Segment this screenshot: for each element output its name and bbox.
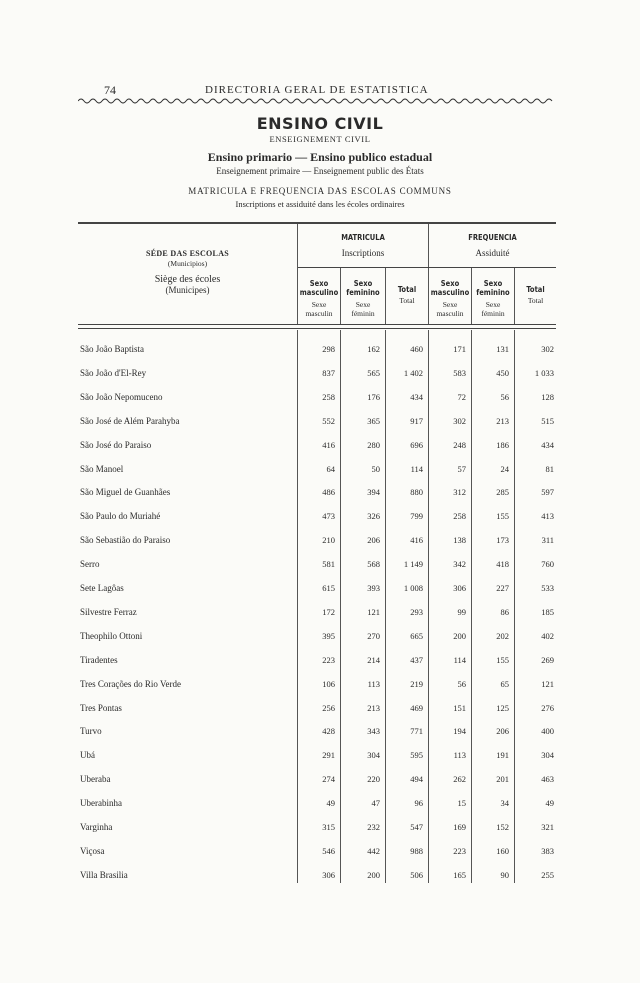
cell-mm: 546: [322, 845, 335, 856]
cell-mt: 437: [410, 654, 423, 665]
group-underline: [298, 267, 556, 268]
cell-ft: 434: [541, 439, 554, 450]
col-header-total: Total Total: [397, 285, 417, 305]
cell-ff: 152: [496, 822, 509, 832]
cell-mt: 219: [410, 678, 423, 689]
municipio-name: Tiradentes: [80, 654, 118, 665]
cell-fm: 113: [453, 750, 466, 761]
cell-mm: 106: [322, 678, 335, 689]
cell-mt: 988: [410, 845, 423, 856]
cell-mt: 880: [410, 487, 423, 498]
col-header-total: Total Total: [526, 285, 545, 305]
cell-ft: 81: [545, 463, 554, 474]
cell-fm: 138: [453, 535, 466, 546]
cell-ft: 255: [541, 869, 554, 880]
table-row: [0, 392, 640, 408]
table-top-rule: [78, 222, 556, 224]
municipio-name: São José de Além Parahyba: [80, 415, 180, 426]
cell-mf: 270: [367, 630, 380, 641]
siege-label: Siège des écoles: [154, 274, 221, 285]
cell-mf: 162: [367, 344, 380, 354]
cell-ft: 402: [541, 630, 554, 641]
table-row: [0, 750, 640, 766]
cell-mt: 96: [414, 798, 423, 809]
cell-mm: 837: [322, 367, 335, 378]
cell-mt: 547: [410, 822, 423, 832]
municipio-name: Sete Lagôas: [80, 583, 124, 593]
matricula-fr-label: Inscriptions: [341, 248, 385, 258]
cell-mm: 581: [322, 559, 335, 570]
cell-ft: 413: [541, 511, 554, 522]
cell-ff: 125: [496, 702, 509, 713]
cell-fm: 258: [453, 511, 466, 522]
table-row: [0, 368, 640, 384]
table-row: [0, 583, 640, 599]
cell-ft: 49: [545, 798, 554, 809]
cell-mt: 1 149: [403, 559, 423, 570]
frequencia-fr-label: Assiduité: [475, 248, 510, 258]
cell-ff: 206: [496, 726, 509, 737]
cell-ff: 160: [496, 845, 509, 856]
cell-mt: 293: [410, 606, 423, 617]
table-row: [0, 464, 640, 480]
cell-fm: 165: [453, 869, 466, 880]
cell-mt: 595: [410, 750, 423, 761]
municipio-name: São João d'El-Rey: [80, 367, 147, 378]
municipio-name: Silvestre Ferraz: [80, 606, 137, 617]
cell-fm: 151: [453, 702, 466, 713]
cell-mt: 1 008: [403, 583, 423, 593]
cell-ff: 90: [500, 869, 509, 880]
cell-ff: 213: [496, 415, 509, 426]
cell-mf: 568: [367, 559, 380, 570]
cell-ff: 56: [500, 391, 509, 402]
cell-fm: 248: [453, 439, 466, 450]
cell-fm: 114: [453, 654, 466, 665]
table-row: [0, 798, 640, 814]
cell-ff: 86: [500, 606, 509, 617]
municipio-name: São José do Paraiso: [80, 439, 152, 450]
cell-ft: 760: [541, 559, 554, 570]
cell-ff: 131: [496, 344, 509, 354]
header-bottom-rule: [78, 324, 556, 325]
cell-mm: 49: [326, 798, 335, 809]
cell-mm: 274: [322, 774, 335, 785]
cell-mt: 416: [410, 535, 423, 546]
cell-mt: 665: [410, 630, 423, 641]
cell-mf: 280: [367, 439, 380, 450]
cell-mf: 121: [367, 606, 380, 617]
cell-ft: 597: [541, 487, 554, 498]
cell-ff: 65: [500, 678, 509, 689]
cell-mt: 799: [410, 511, 423, 522]
table-row: [0, 822, 640, 838]
cell-mm: 486: [322, 487, 335, 498]
cell-mm: 291: [322, 750, 335, 761]
cell-mm: 416: [322, 439, 335, 450]
cell-mm: 428: [322, 726, 335, 737]
municipio-name: Viçosa: [80, 845, 105, 856]
table-title: MATRICULA E FREQUENCIA DAS ESCOLAS COMMUNS: [188, 186, 452, 196]
municipio-name: São Sebastião do Paraiso: [80, 535, 171, 546]
cell-fm: 306: [453, 583, 466, 593]
cell-ft: 302: [541, 344, 554, 354]
cell-ff: 450: [496, 367, 509, 378]
municipio-name: Turvo: [80, 726, 102, 737]
running-title: DIRECTORIA GERAL DE ESTATISTICA: [205, 84, 429, 96]
cell-mf: 176: [367, 391, 380, 402]
cell-ft: 400: [541, 726, 554, 737]
cell-ff: 155: [496, 511, 509, 522]
cell-fm: 262: [453, 774, 466, 785]
municipio-name: Villa Brasilia: [80, 869, 128, 880]
cell-mf: 365: [367, 415, 380, 426]
table-row: [0, 679, 640, 695]
table-row: [0, 870, 640, 886]
cell-mf: 442: [367, 845, 380, 856]
cell-mm: 395: [322, 630, 335, 641]
table-row: [0, 607, 640, 623]
cell-fm: 15: [457, 798, 466, 809]
cell-fm: 194: [453, 726, 466, 737]
cell-ft: 128: [541, 391, 554, 402]
col-header-masc: Sexo masculino Sexe masculin: [430, 279, 470, 318]
municipio-name: Ubá: [80, 750, 95, 761]
cell-ff: 285: [496, 487, 509, 498]
cell-mf: 394: [367, 487, 380, 498]
cell-mm: 210: [322, 535, 335, 546]
municipio-name: Varginha: [80, 822, 113, 832]
cell-mt: 434: [410, 391, 423, 402]
cell-mm: 298: [322, 344, 335, 354]
col-header-fem: Sexo feminino Sexe féminin: [476, 279, 510, 318]
cell-mt: 1 402: [403, 367, 423, 378]
table-row: [0, 703, 640, 719]
municipio-name: São João Nepomuceno: [80, 391, 163, 402]
table-title-fr: Inscriptions et assiduité dans les écoles ordinaires: [235, 199, 405, 209]
cell-ft: 121: [541, 678, 554, 689]
col-header-fem: Sexo feminino Sexe féminin: [346, 279, 380, 318]
municipio-name: São Paulo do Muriahé: [80, 511, 161, 522]
page-subtitle: ENSEIGNEMENT CIVIL: [269, 134, 371, 144]
cell-fm: 312: [453, 487, 466, 498]
cell-fm: 169: [453, 822, 466, 832]
cell-fm: 171: [453, 344, 466, 354]
cell-mf: 393: [367, 583, 380, 593]
cell-ft: 304: [541, 750, 554, 761]
cell-mt: 460: [410, 344, 423, 354]
cell-mt: 506: [410, 869, 423, 880]
cell-ff: 202: [496, 630, 509, 641]
table-row: [0, 487, 640, 503]
municipio-name: Serro: [80, 559, 100, 570]
cell-ff: 24: [500, 463, 509, 474]
cell-ft: 1 033: [534, 367, 554, 378]
cell-mf: 220: [367, 774, 380, 785]
cell-ff: 191: [496, 750, 509, 761]
cell-ff: 418: [496, 559, 509, 570]
table-row: [0, 774, 640, 790]
cell-ft: 269: [541, 654, 554, 665]
table-row: [0, 631, 640, 647]
table-row: [0, 655, 640, 671]
sede-sub-label: (Municipios): [167, 259, 208, 268]
municipio-name: Uberaba: [80, 774, 111, 785]
table-row: [0, 511, 640, 527]
cell-fm: 57: [457, 463, 466, 474]
cell-ft: 463: [541, 774, 554, 785]
cell-ft: 383: [541, 845, 554, 856]
municipio-name: Tres Corações do Rio Verde: [80, 678, 181, 689]
cell-mm: 473: [322, 511, 335, 522]
cell-mm: 552: [322, 415, 335, 426]
cell-mm: 258: [322, 391, 335, 402]
page-title: ENSINO CIVIL: [256, 114, 384, 133]
page-number: 74: [104, 83, 116, 97]
cell-mf: 232: [367, 822, 380, 832]
municipio-name: São Manoel: [80, 463, 124, 474]
cell-ff: 201: [496, 774, 509, 785]
table-row: [0, 846, 640, 862]
section-heading: Ensino primario — Ensino publico estadual: [207, 150, 433, 164]
cell-mf: 343: [367, 726, 380, 737]
cell-fm: 56: [457, 678, 466, 689]
cell-mf: 50: [371, 463, 380, 474]
cell-mf: 113: [367, 678, 380, 689]
cell-mf: 206: [367, 535, 380, 546]
cell-mt: 771: [410, 726, 423, 737]
sede-label: SÉDE DAS ESCOLAS: [145, 249, 230, 258]
cell-mf: 213: [367, 702, 380, 713]
municipio-name: São João Baptista: [80, 344, 144, 354]
cell-ff: 186: [496, 439, 509, 450]
cell-fm: 302: [453, 415, 466, 426]
cell-ff: 34: [500, 798, 509, 809]
cell-ft: 321: [541, 822, 554, 832]
table-row: [0, 535, 640, 551]
cell-ft: 533: [541, 583, 554, 593]
municipio-name: Tres Pontas: [80, 702, 122, 713]
table-row: [0, 344, 640, 360]
table-row: [0, 726, 640, 742]
cell-mm: 315: [322, 822, 335, 832]
wavy-rule-divider: [78, 97, 556, 105]
cell-ft: 185: [541, 606, 554, 617]
matricula-group-header: [298, 233, 428, 258]
frequencia-group-header: [429, 233, 556, 258]
sede-header: [78, 249, 297, 295]
cell-mf: 200: [367, 869, 380, 880]
header-bottom-rule-2: [78, 328, 556, 329]
cell-mm: 172: [322, 606, 335, 617]
frequencia-label: FREQUENCIA: [468, 233, 517, 242]
col-header-masc: Sexo masculino Sexe masculin: [299, 279, 339, 318]
cell-mf: 214: [367, 654, 380, 665]
cell-fm: 72: [457, 391, 466, 402]
matricula-label: MATRICULA: [341, 233, 385, 242]
cell-mf: 304: [367, 750, 380, 761]
municipio-name: São Miguel de Guanhães: [80, 487, 171, 498]
cell-ff: 227: [496, 583, 509, 593]
cell-mm: 223: [322, 654, 335, 665]
cell-mm: 64: [326, 463, 335, 474]
table-row: [0, 559, 640, 575]
cell-mt: 469: [410, 702, 423, 713]
cell-mf: 326: [367, 511, 380, 522]
cell-mm: 615: [322, 583, 335, 593]
cell-ff: 173: [496, 535, 509, 546]
cell-mt: 494: [410, 774, 423, 785]
cell-mm: 256: [322, 702, 335, 713]
cell-fm: 223: [453, 845, 466, 856]
municipio-name: Theophilo Ottoni: [80, 630, 143, 641]
cell-mf: 47: [371, 798, 380, 809]
cell-mt: 114: [410, 463, 423, 474]
cell-mt: 917: [410, 415, 423, 426]
cell-ff: 155: [496, 654, 509, 665]
cell-fm: 583: [453, 367, 466, 378]
cell-fm: 342: [453, 559, 466, 570]
table-row: [0, 440, 640, 456]
siege-sub-label: (Municipes): [165, 285, 210, 295]
cell-mf: 565: [367, 367, 380, 378]
cell-ft: 311: [541, 535, 554, 546]
cell-fm: 99: [457, 606, 466, 617]
cell-ft: 276: [541, 702, 554, 713]
cell-fm: 200: [453, 630, 466, 641]
cell-ft: 515: [541, 415, 554, 426]
municipio-name: Uberabinha: [80, 798, 122, 809]
table-row: [0, 416, 640, 432]
cell-mm: 306: [322, 869, 335, 880]
cell-mt: 696: [410, 439, 423, 450]
section-heading-fr: Enseignement primaire — Enseignement public des États: [216, 166, 424, 176]
